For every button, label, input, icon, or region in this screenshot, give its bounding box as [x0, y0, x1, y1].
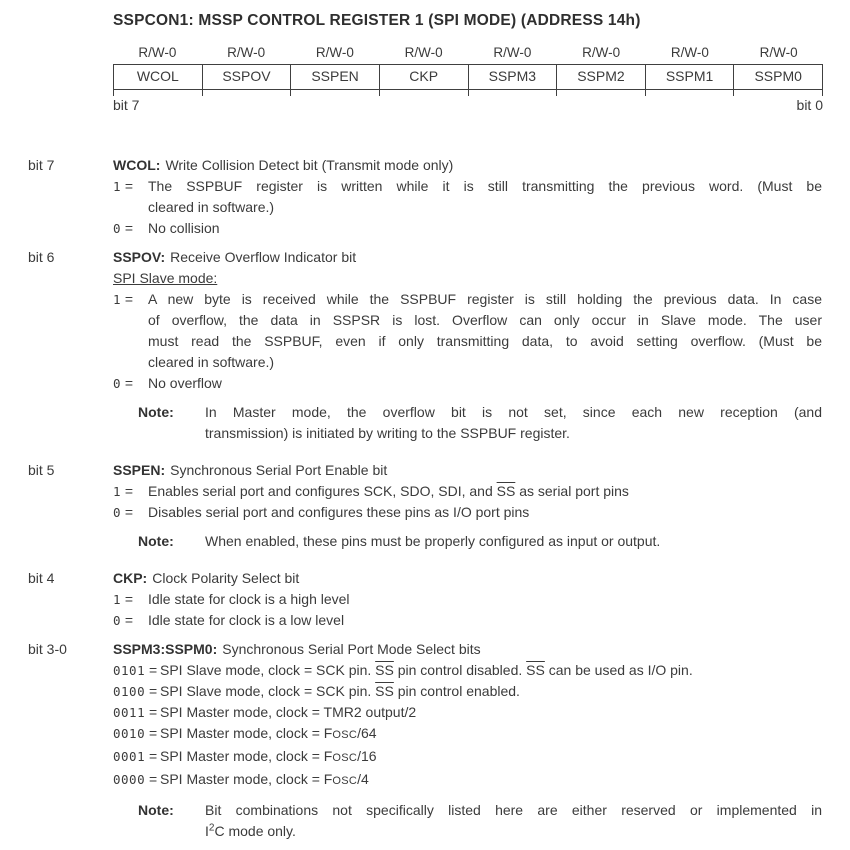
lsb-label: bit 0 [796, 97, 823, 113]
value-description: SPI Master mode, clock = FOSC/64 [160, 725, 377, 741]
value-description: The SSPBUF register is written while it is still transmitting the previous word. (Must be cleared in software.) [148, 178, 822, 215]
bit-name: SSPOV: [113, 249, 166, 265]
bit-number-label: bit 5 [28, 462, 55, 478]
mode-value-line: 0001 = SPI Master mode, clock = FOSC/16 [113, 746, 822, 769]
bit-value-line: 1 = The SSPBUF register is written while it is still transmitting the previous word. (Must be cleared in software.) [113, 176, 822, 218]
value-description: Idle state for clock is a high level [148, 591, 350, 607]
access-label: R/W-0 [582, 45, 621, 60]
bit-value-line: 0 = No overflow [113, 373, 822, 394]
ss-overline-text: $\overline{SS}$ [496, 483, 516, 499]
value-code: 0001 [113, 749, 146, 764]
value-code: 1 [113, 292, 122, 307]
bit-name: CKP: [113, 570, 148, 586]
access-label: R/W-0 [138, 45, 177, 60]
value-description: SPI Master mode, clock = FOSC/16 [160, 748, 377, 764]
value-code: 1 [113, 179, 122, 194]
bit5-section [28, 460, 822, 560]
value-code: 1 [113, 592, 122, 607]
value-description: Idle state for clock is a low level [148, 612, 345, 628]
access-label: R/W-0 [315, 45, 354, 60]
value-code: 0011 [113, 705, 146, 720]
mode-value-line: 0101 = SPI Slave mode, clock = SCK pin. $\overline{SS}$ pin control disabled. $\overline{SS}$ can be used as I/O pin. [113, 660, 822, 681]
value-description: SPI Master mode, clock = TMR2 output/2 [160, 704, 417, 720]
note-label: Note: [138, 533, 174, 549]
bit-description: Synchronous Serial Port Enable bit [170, 462, 388, 478]
value-description: A new byte is received while the SSPBUF register is still holding the previous data. In case of overflow, the data in SSPSR is lost. Overflow can only occur in Slave mode. The user must read the SSPBUF, even if only transmitting data, to avoid setting overflow. (Must be cleared in software.) [148, 291, 822, 370]
register-bit-diagram [113, 44, 823, 115]
bit-description: Synchronous Serial Port Mode Select bits [222, 641, 481, 657]
bit-field-cell: SSPM0 [754, 68, 802, 84]
mode-value-line: 0011 = SPI Master mode, clock = TMR2 output/2 [113, 702, 822, 723]
mode-subheading: SPI Slave mode: [113, 270, 218, 286]
note-label: Note: [138, 404, 174, 420]
access-label: R/W-0 [493, 45, 532, 60]
bit-field-cell: SSPEN [291, 65, 380, 89]
bit-name-heading [113, 460, 822, 481]
value-code: 0 [113, 221, 122, 236]
note-block [138, 402, 822, 444]
bit-field-row [113, 64, 823, 90]
note-text: When enabled, these pins must be properly configured as input or output. [205, 533, 661, 549]
mode-value-line: 0010 = SPI Master mode, clock = FOSC/64 [113, 723, 822, 746]
value-code: 1 [113, 484, 122, 499]
value-description: No overflow [148, 375, 222, 391]
bit7-section [28, 155, 822, 239]
note-block [138, 531, 822, 552]
note-label: Note: [138, 802, 174, 818]
value-code: 0 [113, 613, 122, 628]
access-label-row [113, 44, 823, 62]
bit-field-cell: WCOL [114, 65, 203, 89]
bit-field-cell: SSPOV [203, 65, 292, 89]
note-block [138, 800, 822, 842]
bit-number-label: bit 4 [28, 570, 55, 586]
bit-name-heading [113, 639, 822, 660]
bit-description: Receive Overflow Indicator bit [170, 249, 357, 265]
access-label: R/W-0 [404, 45, 443, 60]
bit-name-heading [113, 247, 822, 268]
bit-number-label: bit 7 [28, 157, 55, 173]
ss-overline-text: $\overline{SS}$ [375, 662, 394, 678]
bit-name-heading [113, 155, 822, 176]
bit-value-line: 0 = No collision [113, 218, 822, 239]
bit6-section [28, 247, 822, 452]
bit-range-row [113, 96, 823, 115]
note-text: In Master mode, the overflow bit is not set, since each new reception (and transmission) is initiated by writing to the SSPBUF register. [205, 404, 822, 441]
bit-field-cell: SSPM2 [557, 65, 646, 89]
msb-label: bit 7 [113, 97, 140, 113]
value-code: 0 [113, 376, 122, 391]
bit-number-label: bit 3-0 [28, 641, 67, 657]
value-description: Enables serial port and configures SCK, SDO, SDI, and $\overline{SS}$ as serial port pins [148, 483, 629, 499]
bit-description: Clock Polarity Select bit [152, 570, 300, 586]
bit-number-label: bit 6 [28, 249, 55, 265]
access-label: R/W-0 [227, 45, 266, 60]
fosc-smallcaps: OSC [332, 775, 358, 787]
bit-field-cell: CKP [380, 65, 469, 89]
access-label: R/W-0 [759, 45, 798, 60]
cell-divider-stubs [113, 90, 823, 96]
bit-value-line: 0 = Disables serial port and configures these pins as I/O port pins [113, 502, 822, 523]
bit-field-cell: SSPM3 [469, 65, 558, 89]
value-code: 0101 [113, 663, 146, 678]
value-code: 0 [113, 505, 122, 520]
mode-value-line: 0000 = SPI Master mode, clock = FOSC/4 [113, 769, 822, 792]
value-description: SPI Slave mode, clock = SCK pin. $\overline{SS}$ pin control disabled. $\overline{SS}$ can be used as I/O pin. [160, 662, 693, 678]
bit-value-line: 1 = Idle state for clock is a high level [113, 589, 822, 610]
register-title: SSPCON1: MSSP CONTROL REGISTER 1 (SPI MODE) (ADDRESS 14h) [113, 12, 641, 29]
value-description: SPI Master mode, clock = FOSC/4 [160, 771, 369, 787]
value-code: 0010 [113, 726, 146, 741]
ss-overline-text: $\overline{SS}$ [375, 683, 394, 699]
bit-name: SSPEN: [113, 462, 166, 478]
bit-value-line: 1 = Enables serial port and configures SCK, SDO, SDI, and $\overline{SS}$ as serial port pins [113, 481, 822, 502]
value-description: SPI Slave mode, clock = SCK pin. $\overline{SS}$ pin control enabled. [160, 683, 520, 699]
bit-name: SSPM3:SSPM0: [113, 641, 218, 657]
fosc-smallcaps: OSC [332, 752, 358, 764]
access-label: R/W-0 [670, 45, 709, 60]
bit-value-line: 1 = A new byte is received while the SSPBUF register is still holding the previous data. In case of overflow, the data in SSPSR is lost. Overflow can only occur in Slave mode. The user must read the SSPBUF, even if only transmitting data, to avoid setting overflow. (Must be cleared in software.) [113, 289, 822, 373]
bit-value-line: 0 = Idle state for clock is a low level [113, 610, 822, 631]
bit-field-cell: SSPM1 [646, 65, 735, 89]
bit4-section [28, 568, 822, 631]
value-description: No collision [148, 220, 220, 236]
ss-overline-text: $\overline{SS}$ [526, 662, 545, 678]
value-code: 0100 [113, 684, 146, 699]
bit3-0-section [28, 639, 822, 850]
value-code: 0000 [113, 772, 146, 787]
bit-name-heading [113, 568, 822, 589]
bit-name: WCOL: [113, 157, 161, 173]
value-description: Disables serial port and configures these pins as I/O port pins [148, 504, 530, 520]
fosc-smallcaps: OSC [332, 729, 358, 741]
mode-value-line: 0100 = SPI Slave mode, clock = SCK pin. $\overline{SS}$ pin control enabled. [113, 681, 822, 702]
bit-description: Write Collision Detect bit (Transmit mode only) [165, 157, 454, 173]
note-text: Bit combinations not specifically listed here are either reserved or implemented in $I^2C$ mode only. [205, 802, 822, 839]
superscript-2: 2 [208, 822, 215, 834]
